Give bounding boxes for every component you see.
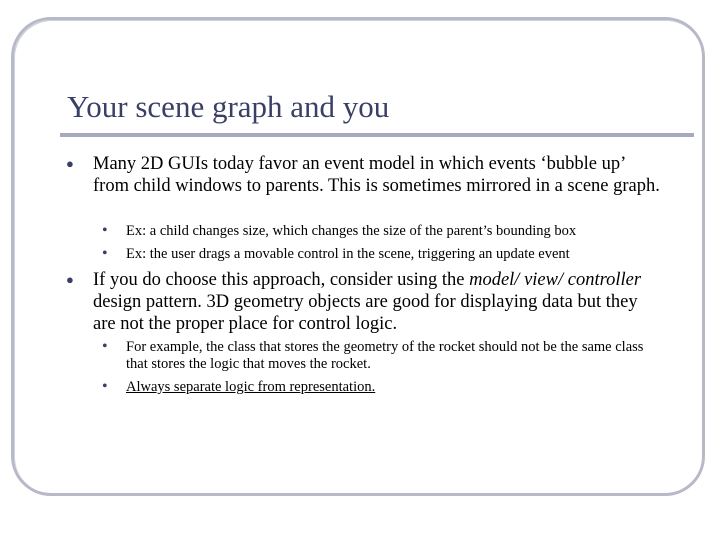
bullet-1-text: Many 2D GUIs today favor an event model in which events ‘bubble up’ from child windows to parents. This is sometimes mirrored in a scene graph. <box>93 154 660 196</box>
bullet-1-sub-2: Ex: the user drags a movable control in the scene, triggering an update event <box>126 246 570 262</box>
bullet-marker-icon: ● <box>66 156 74 171</box>
sub-bullet-marker-icon: • <box>102 245 108 262</box>
sub-bullet-marker-icon: • <box>102 338 108 355</box>
sub-bullet-marker-icon: • <box>102 222 108 239</box>
slide-title: Your scene graph and you <box>67 89 390 124</box>
bullet-2-text-part-2: design pattern. 3D geometry objects are good for displaying data but they are not the proper place for control logic. <box>93 292 638 334</box>
sub-bullet-marker-icon: • <box>102 378 108 395</box>
title-divider <box>60 133 694 137</box>
bullet-2-italic-term: model/ view/ controller <box>469 270 642 290</box>
bullet-2-sub-2: Always separate logic from representation. <box>126 379 376 395</box>
bullet-1-sub-1: Ex: a child changes size, which changes the size of the parent’s bounding box <box>126 223 577 239</box>
bullet-2-text-part-1: If you do choose this approach, consider using the <box>93 270 470 290</box>
bullet-2-text <box>93 269 663 335</box>
bullet-marker-icon: ● <box>66 272 74 287</box>
bullet-2-sub-1: For example, the class that stores the geometry of the rocket should not be the same class that stores the logic that moves the rocket. <box>126 339 644 372</box>
